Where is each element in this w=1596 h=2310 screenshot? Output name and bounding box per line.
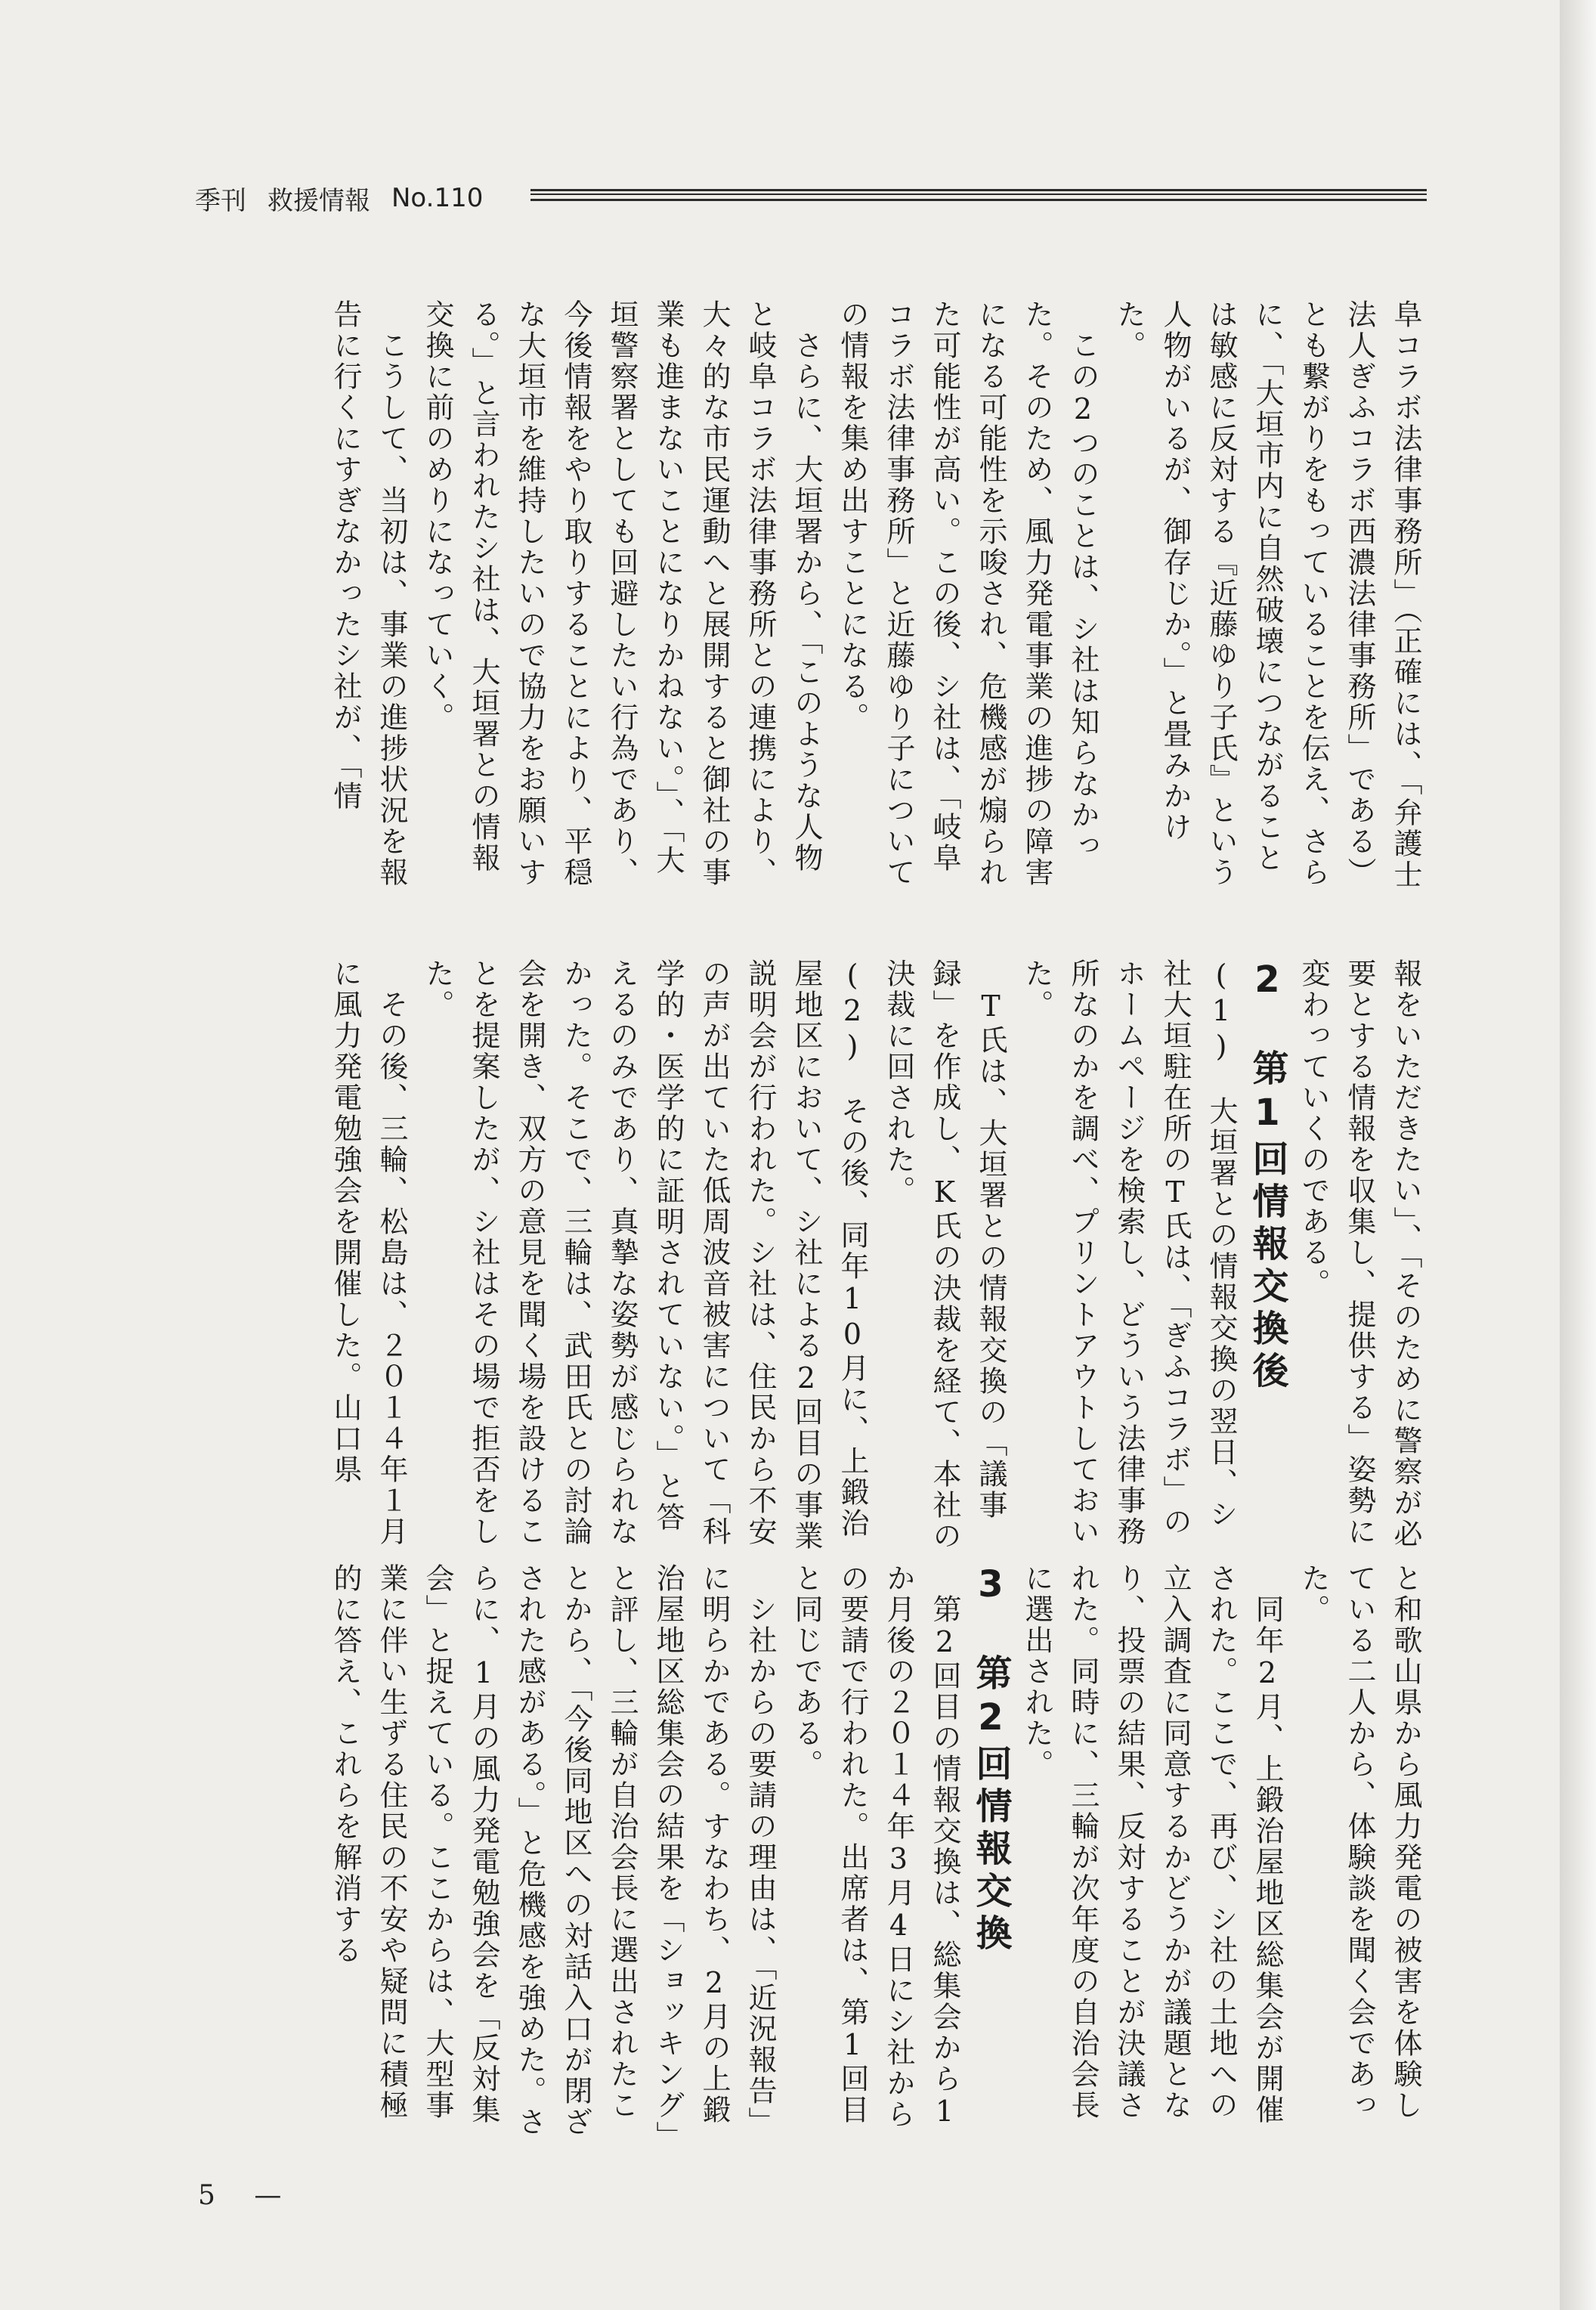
page-edge-shadow (1560, 0, 1596, 2310)
section-2-paragraph-2: T氏は、大垣署との情報交換の「議事録」を作成し、K氏の決裁を経て、本社の決裁に回された。 (882, 958, 1007, 1552)
header-magazine: 季刊 (195, 185, 246, 216)
middle-paragraph-1: 報をいただきたい」、「そのために警察が必要とする情報を収集し、提供する」姿勢に変わっていくのである。 (1297, 958, 1422, 1550)
header-double-rule (530, 189, 1427, 201)
top-paragraph-4: こうして、当初は、事業の進捗状況を報告に行くにすぎなかったシ社が、「情 (329, 299, 408, 888)
footer-dash: — (254, 2180, 282, 2211)
section-3-paragraph-2: シ社からの要請の理由は、「近況報告」に明らかである。すなわち、2月の上鍛治屋地区総集会の結果を「ショッキング」と評し、三輪が自治会長に選出されたことから、「今後同地区への対話入口が閉ざされた感がある。」と危機感を強めた。さらに、1月の風力発電勉強会を「反対集会」と捉えている。ここからは、大型事業に伴い生ずる住民の不安や疑問に積極的に答え、これらを解消する (329, 1563, 777, 2138)
running-header (195, 175, 504, 221)
section-2-paragraph-1: (1) 大垣署との情報交換の翌日、シ社大垣駐在所のT氏は、「ぎふコラボ」のホームページを検索し、どういう法律事務所なのかを調べ、プリントアウトしておいた。 (1020, 958, 1238, 1547)
bottom-column (198, 1563, 1428, 2138)
top-column (198, 299, 1428, 901)
page-number: 5 (198, 2180, 215, 2211)
section-3-paragraph-1: 第2回目の情報交換は、総集会から1か月後の２０１４年3月4日にシ社からの要請で行われた。出席者は、第1回目と同じである。 (790, 1563, 961, 2130)
top-paragraph-2: この2つのことは、シ社は知らなかった。そのため、風力発電事業の進捗の障害になる可能性を示唆され、危機感が煽られた可能性が高い。この後、シ社は、「岐阜コラボ法律事務所」と近藤ゆり子についての情報を集め出すことになる。 (836, 299, 1100, 888)
header-issue: No.110 (391, 183, 484, 213)
top-paragraph-1: 阜コラボ法律事務所」（正確には、「弁護士法人ぎふコラボ西濃法律事務所」である）とも繋がりをもっていることを伝え、さらに、「大垣市内に自然破壊につながることは敏感に反対する『近藤ゆり子氏』という人物がいるが、御存じか。」と畳みかけた。 (1112, 299, 1422, 890)
bottom-paragraph-2: 同年2月、上鍛治屋地区総集会が開催された。ここで、再び、シ社の土地への立入調査に同意するかどうかが議題となり、投票の結果、反対することが決議された。同時に、三輪が次年度の自治会長に選出された。 (1020, 1563, 1284, 2126)
section-2-paragraph-3: (2) その後、同年10月に、上鍛治屋地区において、シ社による2回目の事業説明会が行われた。シ社は、住民から不安の声が出ていた低周波音被害について「科学的・医学的に証明されていない。」と答えるのみであり、真摯な姿勢が感じられなかった。そこで、三輪は、武田氏との討論会を開き、双方の意見を聞く場を設けることを提案したが、シ社はその場で拒否をした。 (421, 958, 869, 1552)
section-3-heading: 3 第2回情報交換 (970, 1563, 1012, 1956)
bottom-paragraph-1: と和歌山県から風力発電の被害を体験している二人から、体験談を聞く会であった。 (1297, 1563, 1422, 2121)
header-title: 救援情報 (268, 185, 370, 216)
middle-column (198, 958, 1428, 1559)
top-paragraph-3: さらに、大垣署から、「このような人物と岐阜コラボ法律事務所との連携により、大々的な市民運動へと展開すると御社の事業も進まないことになりかねない。」、「大垣警察署としても回避したい行為であり、今後情報をやり取りすることにより、平穏な大垣市を維持したいので協力をお願いする。」と言われたシ社は、大垣署との情報交換に前のめりになっていく。 (421, 299, 823, 888)
section-2-paragraph-4: その後、三輪、松島は、２０１４年１月に風力発電勉強会を開催した。山口県 (329, 958, 408, 1547)
page-footer (198, 2180, 281, 2211)
section-2-heading: 2 第1回情報交換後 (1246, 958, 1288, 1394)
